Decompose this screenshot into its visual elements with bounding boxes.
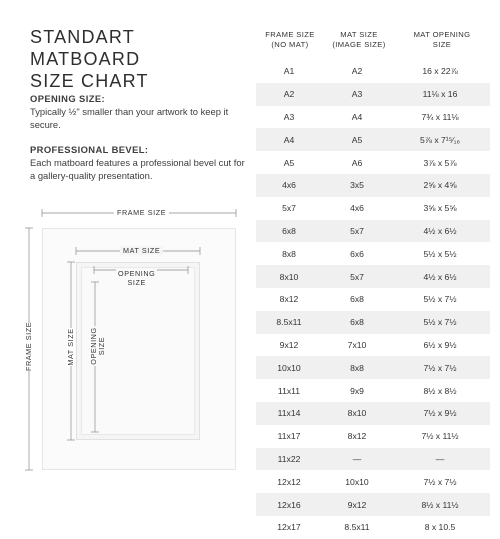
frame-size-cell: A1 <box>283 66 295 77</box>
mat-size-cell: 8x12 <box>347 431 367 442</box>
mat-size-cell: — <box>352 453 362 464</box>
opening-size-cell: 7½ x 7½ <box>423 362 457 373</box>
frame-size-vertical-label: FRAME SIZE <box>24 321 33 371</box>
opening-size-cell: 5½ x 7½ <box>423 294 457 305</box>
opening-size-cell: 3⅞ x 5⅞ <box>423 157 457 168</box>
frame-size-cell: 11x17 <box>277 431 301 442</box>
opening-size-cell: — <box>435 453 445 464</box>
table-row <box>256 470 490 493</box>
frame-size-cell: 8.5x11 <box>276 317 302 328</box>
frame-size-cell: A2 <box>283 89 295 100</box>
header-mat-opening-line-1: MAT OPENING <box>413 30 471 39</box>
frame-size-cell: 8x8 <box>282 248 296 259</box>
opening-vertical-line-2: SIZE <box>97 336 106 356</box>
opening-size-cell: 11⅛ x 16 <box>422 89 458 100</box>
table-row <box>256 174 490 197</box>
opening-size-cell: 4½ x 6½ <box>423 271 457 282</box>
header-frame-size-line-1: FRAME SIZE <box>265 30 315 39</box>
mat-size-cell: 6x8 <box>350 317 364 328</box>
mat-size-cell: 6x8 <box>350 294 364 305</box>
opening-size-text: Typically ½" smaller than your artwork to keep it secure. <box>30 106 229 130</box>
frame-size-cell: 12x17 <box>277 522 301 533</box>
frame-size-cell: 12x12 <box>277 476 301 487</box>
mat-size-cell: A2 <box>351 66 363 77</box>
bevel-heading: PROFESSIONAL BEVEL: <box>30 144 149 155</box>
frame-size-label: FRAME SIZE <box>114 208 169 217</box>
opening-size-label-line-1: OPENING <box>118 269 156 278</box>
mat-size-cell: 4x6 <box>350 203 364 214</box>
mat-size-cell: 5x7 <box>350 225 364 236</box>
title-line-1: STANDART MATBOARD <box>30 27 141 69</box>
table-row <box>256 311 490 334</box>
frame-size-cell: 4x6 <box>282 180 296 191</box>
header-frame-size <box>258 30 322 50</box>
opening-size-cell: 3⅝ x 5⅝ <box>423 203 457 214</box>
size-table <box>256 60 490 539</box>
frame-size-cell: 11x22 <box>277 453 301 464</box>
frame-size-cell: 10x10 <box>277 362 301 373</box>
header-mat-opening <box>396 30 488 50</box>
mat-size-cell: 9x9 <box>350 385 364 396</box>
table-row <box>256 448 490 471</box>
opening-size-cell: 7½ x 7½ <box>423 476 457 487</box>
opening-size-cell: 5½ x 7½ <box>423 317 457 328</box>
opening-size-vertical-label <box>90 326 106 366</box>
mat-size-cell: A6 <box>351 157 363 168</box>
table-row <box>256 83 490 106</box>
mat-size-cell: A5 <box>351 134 363 145</box>
frame-size-cell: 8x10 <box>279 271 299 282</box>
opening-size-label <box>116 269 157 287</box>
frame-size-cell: 6x8 <box>282 225 296 236</box>
table-row <box>256 493 490 516</box>
table-row <box>256 288 490 311</box>
opening-size-cell: 2⅝ x 4⅝ <box>423 180 457 191</box>
opening-size-cell: 7¾ x 11⅛ <box>421 111 459 122</box>
mat-size-cell: 8.5x11 <box>344 522 370 533</box>
matboard-diagram <box>0 0 250 500</box>
mat-size-cell: 6x6 <box>350 248 364 259</box>
table-row <box>256 242 490 265</box>
mat-size-label: MAT SIZE <box>120 246 163 255</box>
table-row <box>256 265 490 288</box>
table-row <box>256 402 490 425</box>
frame-size-cell: 8x12 <box>279 294 299 305</box>
header-frame-size-line-2: (NO MAT) <box>271 40 309 49</box>
mat-size-cell: 3x5 <box>350 180 364 191</box>
mat-size-cell: 7x10 <box>347 339 367 350</box>
opening-size-cell: 5½ x 5½ <box>423 248 457 259</box>
frame-size-cell: A4 <box>283 134 295 145</box>
opening-size-cell: 4½ x 6½ <box>423 225 457 236</box>
table-row <box>256 128 490 151</box>
frame-size-cell: 11x14 <box>277 408 301 419</box>
mat-size-cell: 10x10 <box>345 476 369 487</box>
table-row <box>256 106 490 129</box>
opening-size-cell: 7½ x 9½ <box>423 408 457 419</box>
opening-size-cell: 6½ x 9½ <box>423 339 457 350</box>
mat-size-cell: A4 <box>351 111 363 122</box>
opening-size-cell: 8½ x 8½ <box>423 385 457 396</box>
table-row <box>256 197 490 220</box>
mat-size-cell: 8x10 <box>347 408 367 419</box>
opening-size-cell: 16 x 22⅞ <box>422 66 458 77</box>
mat-size-cell: 8x8 <box>350 362 364 373</box>
opening-size-cell: 8½ x 11½ <box>421 499 459 510</box>
table-row <box>256 379 490 402</box>
opening-vertical-line-1: OPENING <box>89 327 98 365</box>
frame-size-cell: A3 <box>283 111 295 122</box>
opening-size-cell: 5⅞ x 7¹⁵⁄₁₆ <box>419 134 461 145</box>
table-row <box>256 220 490 243</box>
header-mat-size-line-2: (IMAGE SIZE) <box>332 40 386 49</box>
opening-size-cell: 7½ x 11½ <box>421 431 459 442</box>
frame-size-cell: 5x7 <box>282 203 296 214</box>
mat-size-cell: A3 <box>351 89 363 100</box>
header-mat-size-line-1: MAT SIZE <box>340 30 378 39</box>
mat-size-cell: 9x12 <box>347 499 367 510</box>
header-mat-opening-line-2: SIZE <box>432 40 452 49</box>
frame-size-cell: 12x16 <box>277 499 301 510</box>
opening-size-heading: OPENING SIZE: <box>30 93 105 104</box>
mat-size-vertical-label: MAT SIZE <box>66 328 75 366</box>
frame-size-cell: A5 <box>283 157 295 168</box>
table-row <box>256 356 490 379</box>
header-mat-size <box>326 30 392 50</box>
table-row <box>256 334 490 357</box>
table-row <box>256 151 490 174</box>
table-row <box>256 425 490 448</box>
frame-size-cell: 9x12 <box>279 339 299 350</box>
title-line-2: SIZE CHART <box>30 71 149 91</box>
table-row <box>256 516 490 539</box>
opening-size-label-line-2: SIZE <box>127 278 146 287</box>
mat-size-cell: 5x7 <box>350 271 364 282</box>
bevel-text: Each matboard features a professional bevel cut for a gallery-quality presentation. <box>30 157 245 181</box>
frame-size-cell: 11x11 <box>277 385 301 396</box>
table-row <box>256 60 490 83</box>
opening-size-cell: 8 x 10.5 <box>424 522 456 533</box>
